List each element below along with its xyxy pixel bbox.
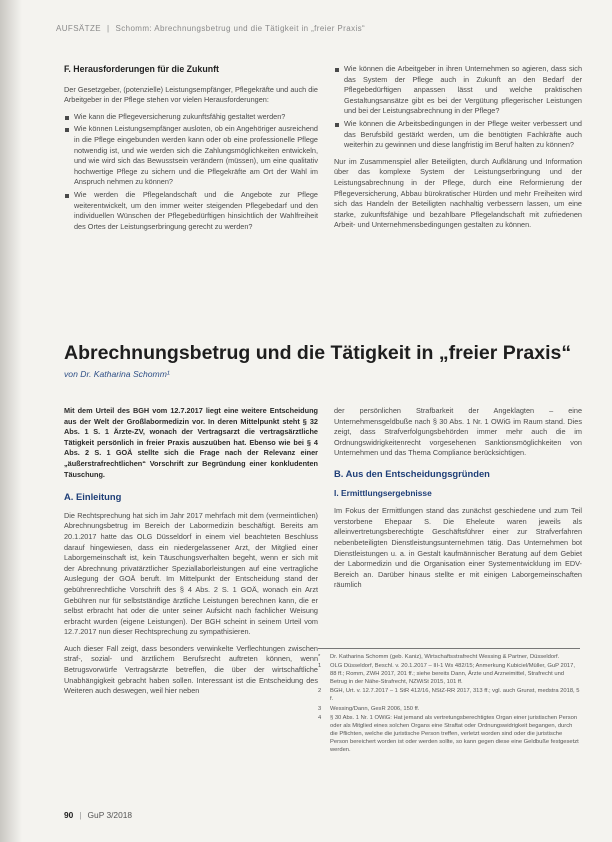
article-right-column <box>334 406 582 597</box>
article-abstract: Mit dem Urteil des BGH vom 12.7.2017 liegt eine weitere Entscheidung aus der Welt der Großlabormedizin vor. In deren Mittelpunkt steht § 32 Abs. 1 S. 1 Ärzte-ZV, wonach der Vertragsarzt die vertragsärztliche Tätigkeit persönlich in freier Praxis auszuüben hat. Ebenso wie bei § 4 Abs. 2 S. 1 GOÄ stellte sich die Frage nach der Relevanz einer „äußerstrafrechtlichen“ Vorschrift zur Begründung einer konkludenten Täuschung. <box>64 406 318 479</box>
footer-separator: | <box>79 810 82 820</box>
footnote-number: 4 <box>318 714 322 721</box>
footnote-number: 3 <box>318 705 322 712</box>
page-binding-shadow <box>0 0 22 842</box>
footnote <box>318 705 580 713</box>
section-f-heading: F. Herausforderungen für die Zukunft <box>64 64 219 74</box>
header-running-title: Schomm: Abrechnungsbetrug und die Tätigkeit in „freier Praxis“ <box>115 24 366 33</box>
page-number: 90 <box>64 810 74 820</box>
section-f-bullet-list-left <box>64 112 318 233</box>
footnote-number: 2 <box>318 688 322 695</box>
list-item: Wie können die Arbeitgeber in ihren Unternehmen so agieren, dass sich das System der Pflege auch in Zukunft an den Bedarf der Pflegebedürftigen anpassen lässt und welche praktischen Gestaltungsansätze gibt es bei der Vergütung pflegerischer Leistungen und bei der Leistungsabrechnung in der Pflege? <box>334 64 582 117</box>
header-section: AUFSÄTZE <box>56 24 101 33</box>
page-footer <box>64 810 132 820</box>
footnote-text: OLG Düsseldorf, Beschl. v. 20.1.2017 – III-1 Ws 482/15; Anmerkung Kubiciel/Müller, GuP 2017, 88 ff.; Romm, ZWH 2017, 201 ff.; siehe bereits Dann, Ärzte und Arzneimittel, Strafrecht und Betrug in der Nähe-Strafrecht, NZWiSt 2015, 101 ff. <box>330 663 575 686</box>
section-f-intro: Der Gesetzgeber, (potenzielle) Leistungsempfänger, Pflegekräfte und auch die Arbeitgeber in der Pflege stehen vor vielen Herausforderungen: <box>64 84 318 105</box>
footnote-text: BGH, Urt. v. 12.7.2017 – 1 StR 412/16, NStZ-RR 2017, 313 ff.; vgl. auch Grunst, medstra 2018, 5 f. <box>330 688 580 703</box>
footnote-number: 1 <box>318 663 322 670</box>
article-author: von Dr. Katharina Schomm¹ <box>64 369 170 379</box>
list-item: Wie können Leistungsempfänger ausloten, ob ein Angehöriger ausreichend in die Pflege eingebunden werden kann oder ob eine professionelle Pflege notwendig ist, und wie werden sich die Zahlungsmöglichkeiten entwickeln, und wie wird sich das Bewusstsein verändern (müssen), um eine qualitativ hochwertige Pflege zu sichern und die Pflegekräfte am Ort der Wahl im Anspruch nehmen zu können? <box>64 124 318 188</box>
section-b-paragraph: Im Fokus der Ermittlungen stand das zunächst geschiedene und zum Teil verstorbene Ehepaar S. Die Eheleute waren jeweils als alleinvertretungsberechtigte Geschäftsführer einer zur Strafverfahren nebenbeteiligten Dienstleistungsunternehmen tätig. Das Unternehmen bot Dienstleistungen u. a. in Gestalt kaufmännischer Beratung auf dem Gebiet der Labormedizin und die Organisation einer Systementwicklung im EDV-Bereich an. Darüber hinaus stellte er mit einigen Laborgemeinschaften räumlich <box>334 506 582 590</box>
previous-article-left-column <box>64 64 318 238</box>
section-a-heading: A. Einleitung <box>64 491 122 503</box>
section-b-heading: B. Aus den Entscheidungsgründen <box>334 467 490 479</box>
article-right-paragraph: der persönlichen Strafbarkeit der Angeklagten – eine Unternehmensgeldbuße nach § 30 Abs. 1 Nr. 1 OWiG im Raum stand. Dies zeigt, dass Strafverfolgungsbehörden immer mehr auch die im Ordnungswidrigkeitenrecht vorgesehenen Sanktionsmöglichkeiten von Unternehmen und das Thema Compliance berücksichtigen. <box>334 406 582 458</box>
footnote-text: § 30 Abs. 1 Nr. 1 OWiG: Hat jemand als vertretungsberechtigtes Organ einer juristischen Person oder als Mitglied eines solchen Organs eine Straftat oder Ordnungswidrigkeit begangen, durch die Pflichten, welche die juristische Person treffen, verletzt worden sind oder die juristische Person bereichert worden ist oder werden sollte, so kann gegen diese eine Geldbuße festgesetzt werden. <box>330 714 579 754</box>
section-a-paragraph: Die Rechtsprechung hat sich im Jahr 2017 mehrfach mit dem (vermeintlichen) Abrechnungsbetrug im Bereich der Labormedizin beschäftigt. Bereits am 20.1.2017 hatte das OLG Düsseldorf in einem viel beachteten Beschluss darauf hingewiesen, dass ein niedergelassener Arzt, der Mitglied einer Laborgemeinschaft ist, kein Täuschungsverhalten begeht, wenn er sich mit der Abrechnung privatärztlicher Speziallaborleistungen auf eine vertragliche Auslegung der GOÄ beruft. Im Mittelpunkt der Entscheidung stand der gebührenrechtliche Vorschrift des § 4 Abs. 2 S. 1 GOÄ, wonach ein Arzt Gebühren nur für selbstständige ärztliche Leistungen berechnen kann, die er selbst erbracht hat oder die unter seiner Aufsicht nach fachlicher Weisung erbracht wurden (eigene Leistungen). Der BGH scheint in seinem Urteil vom 12.7.2017 nun dieser Rechtsprechung zu sympathisieren. <box>64 510 318 637</box>
section-f-closing: Nur im Zusammenspiel aller Beteiligten, durch Aufklärung und Information über das komplexe System der Leistungserbringung und der Leistungsabrechnung in der Pflege, durch eine Reformierung der Pflegeversicherung, Abbau bürokratischer Hürden und mehr Freiheiten wird sich das Handeln der Beteiligten nachhaltig verbessern lassen, um eine starke, zukunftsfähige und bezahlbare Pflegelandschaft mit zufriedenen Arbeit- und Unternehmensbedingungen gestalten zu können. <box>334 156 582 230</box>
article-left-column <box>64 406 318 703</box>
list-item: Wie können die Arbeitsbedingungen in der Pflege weiter verbessert und das Berufsbild gestärkt werden, um die benötigten Fachkräfte auch weiterhin zu gewinnen und diese langfristig im Beruf halten zu können? <box>334 119 582 151</box>
previous-article-right-column <box>334 64 582 237</box>
footnote <box>318 687 580 703</box>
footnote <box>318 662 580 686</box>
footnote-text: Dr. Katharina Schomm (geb. Kaniz), Wirtschaftsstrafrecht Wessing & Partner, Düsseldorf. <box>330 654 560 660</box>
footnotes <box>318 648 580 755</box>
article-title: Abrechnungsbetrug und die Tätigkeit in „freier Praxis“ <box>64 342 572 364</box>
list-item: Wie werden die Pflegelandschaft und die Angebote zur Pflege weiterentwickelt, um den immer weiter steigenden Pflegebedarf und den individuellen Wünschen der Pflegebedürftigen hinsichtlich der Wahlfreiheit des Ortes der Leistungserbringung gerecht zu werden? <box>64 190 318 232</box>
running-header <box>56 24 576 33</box>
footnote <box>318 714 580 754</box>
section-b-subheading: I. Ermittlungsergebnisse <box>334 487 432 498</box>
footnote-number: * <box>318 654 321 660</box>
footnote <box>318 653 580 661</box>
section-a-paragraph: Auch dieser Fall zeigt, dass besonders verwinkelte Verflechtungen zwischen straf-, sozial- und ärztlichem Berufsrecht auftreten können, wenn Betrugsvorwürfe Vertragsärzte betreffen, die über der wirtschaftliche Unabhängigkeit gebracht haben sollen. Interessant ist die Entscheidung des Weiteren auch deswegen, weil hier neben <box>64 643 318 696</box>
journal-issue: GuP 3/2018 <box>87 810 133 820</box>
footnote-text: Wessing/Dann, GesR 2006, 150 ff. <box>330 705 420 712</box>
header-separator: | <box>106 24 110 33</box>
list-item: Wie kann die Pflegeversicherung zukunftsfähig gestaltet werden? <box>64 112 318 123</box>
section-f-bullet-list-right <box>334 64 582 151</box>
